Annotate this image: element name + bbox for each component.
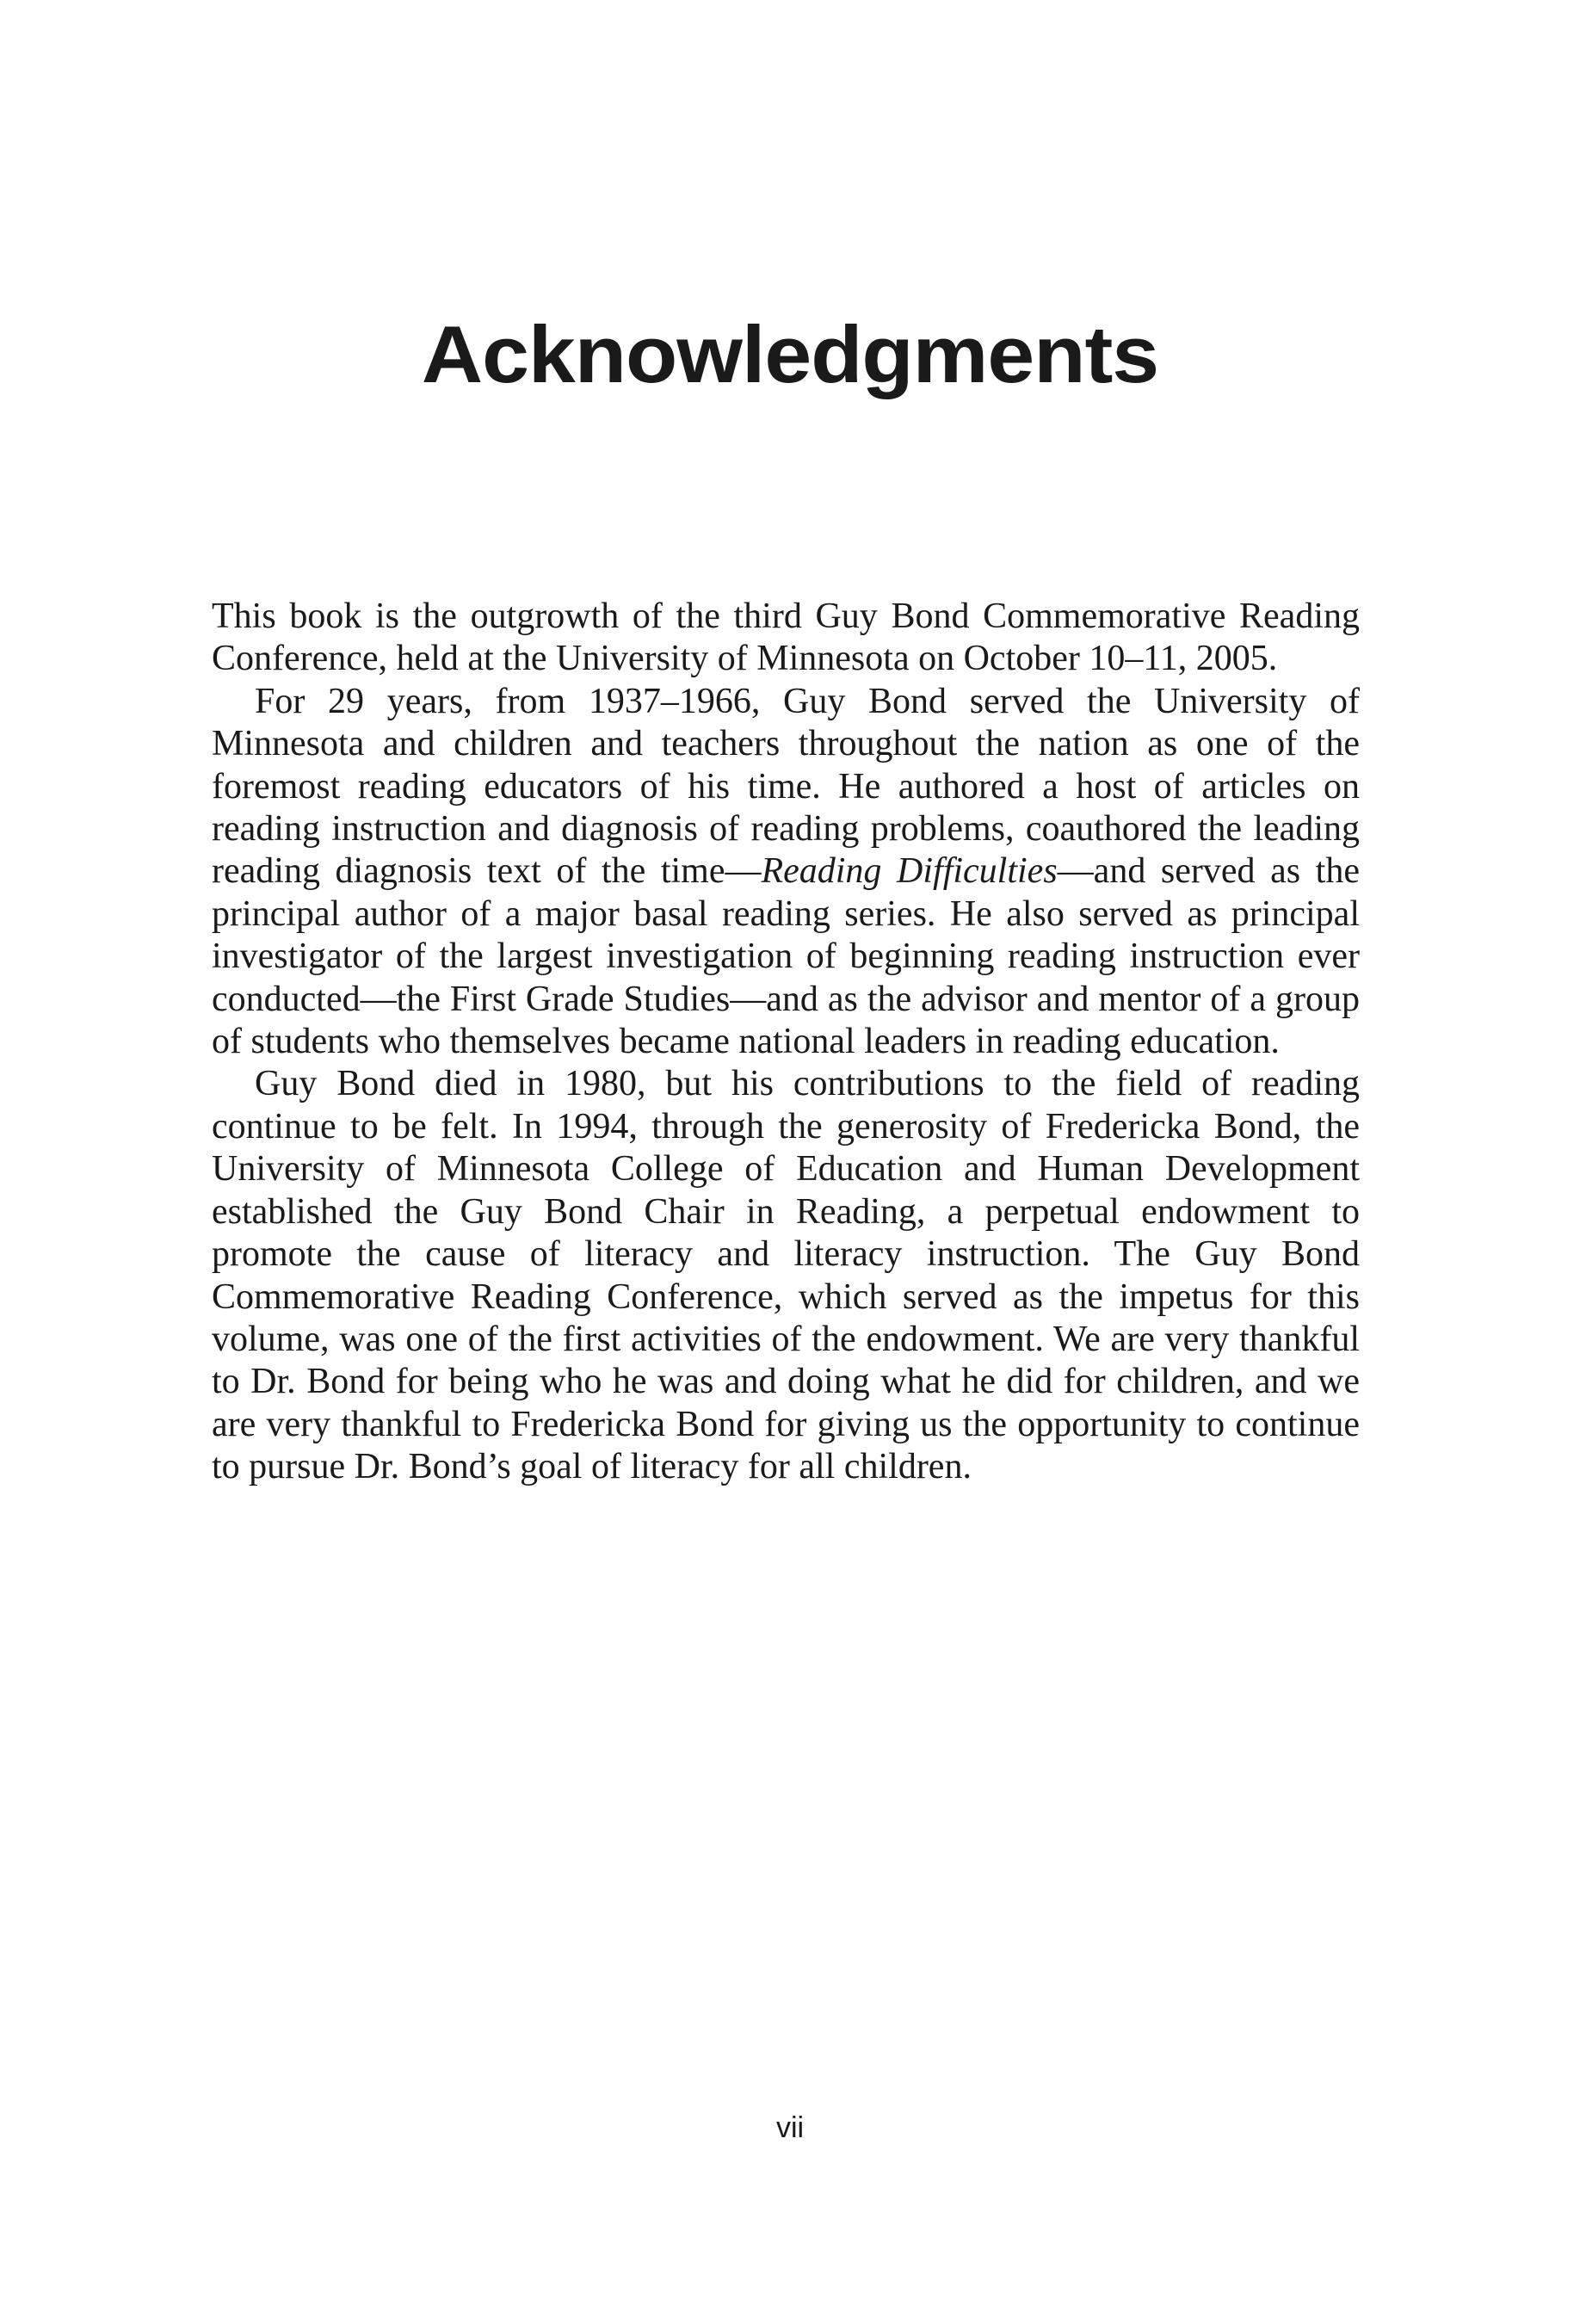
paragraph-1: This book is the outgrowth of the third Guy Bond Commemorative Reading Conference, held at the University of Minnesota on October 10–11, 2005. bbox=[212, 596, 1360, 679]
paragraph-2-part-2: —and served as the principal author of a major basal reading series. He also served as principal investigator of the largest investigation of beginning reading instruction ever conducted—the First Grade Studies—and as the advisor and mentor of a group of students who themselves became national leaders in reading education. bbox=[212, 851, 1360, 1062]
body-text bbox=[212, 596, 1360, 1489]
page-number: vii bbox=[775, 2111, 805, 2144]
paragraph-2 bbox=[212, 681, 1360, 1064]
book-title-reading-difficulties: Reading Difficulties bbox=[761, 851, 1058, 892]
page-title: Acknowledgments bbox=[421, 309, 1159, 399]
paragraph-3: Guy Bond died in 1980, but his contributions to the field of reading continue to be felt. In 1994, through the generosity of Fredericka Bond, the University of Minnesota College of Education and Human Development established the Guy Bond Chair in Reading, a perpetual endowment to promote the cause of literacy and literacy instruction. The Guy Bond Commemorative Reading Conference, which served as the impetus for this volume, was one of the first activities of the endowment. We are very thankful to Dr. Bond for being who he was and doing what he did for children, and we are very thankful to Fredericka Bond for giving us the opportunity to continue to pursue Dr. Bond’s goal of literacy for all children. bbox=[212, 1064, 1360, 1487]
paragraph-2-part-1: For 29 years, from 1937–1966, Guy Bond served the University of Minnesota and children and teachers throughout the nation as one of the foremost reading educators of his time. He authored a host of articles on reading instruction and diagnosis of reading problems, coauthored the leading reading diagnosis text of the time— bbox=[212, 681, 1360, 892]
